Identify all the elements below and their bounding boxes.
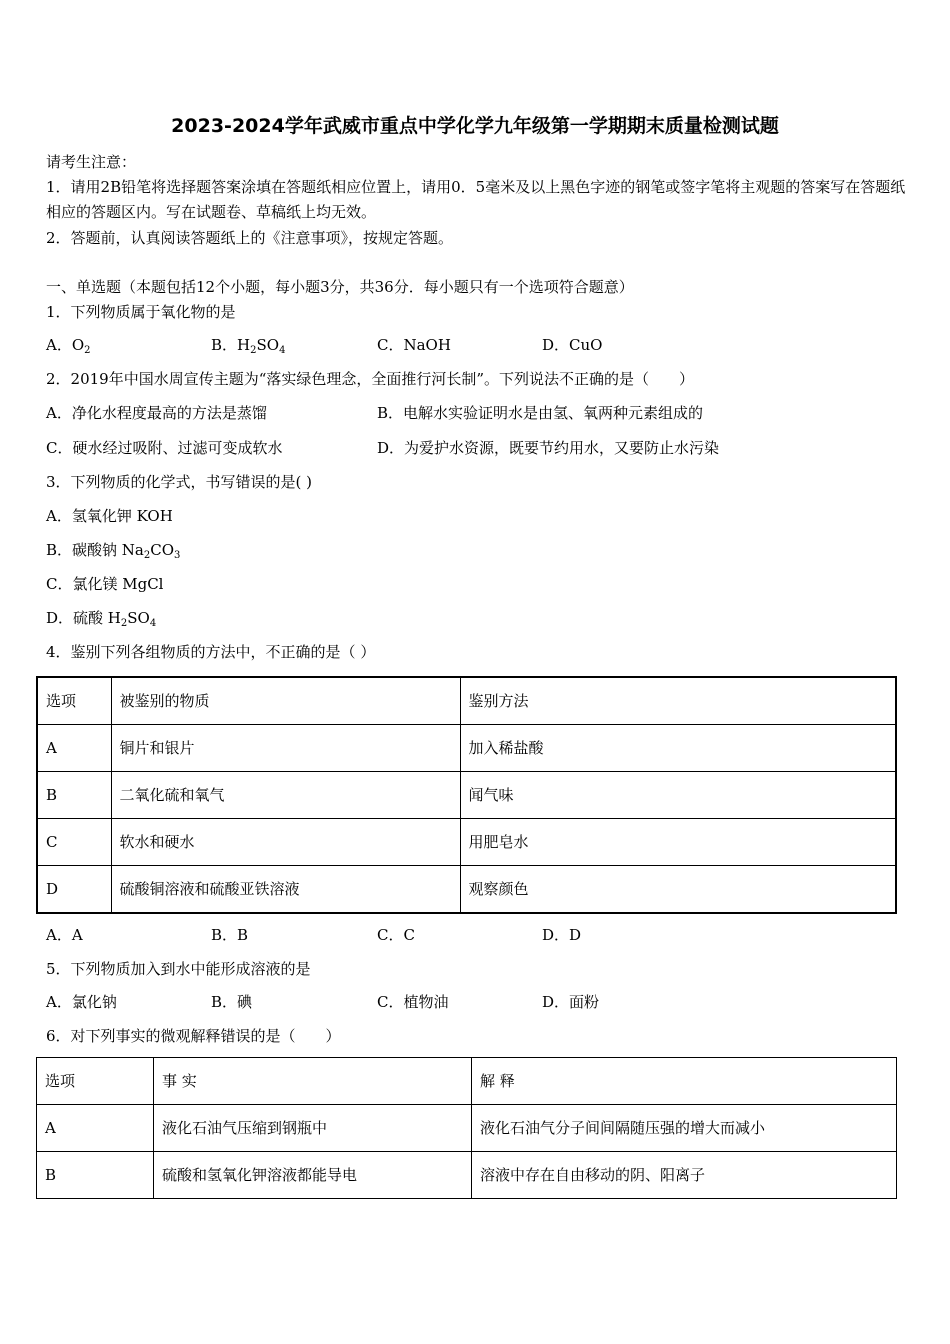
q5-option-b: B．碘: [211, 993, 253, 1011]
table-header-cell: 选项: [37, 1058, 154, 1105]
q5-option-d: D．面粉: [542, 993, 600, 1011]
table-cell: A: [37, 725, 111, 772]
table-cell: A: [37, 1105, 154, 1152]
table-cell: 溶液中存在自由移动的阴、阳离子: [472, 1152, 897, 1199]
table-header-cell: 选项: [37, 677, 111, 725]
table-cell: D: [37, 866, 111, 914]
table-cell: 铜片和银片: [111, 725, 460, 772]
table-cell: 观察颜色: [460, 866, 896, 914]
table-header-cell: 鉴别方法: [460, 677, 896, 725]
q1-option-b: B．$H_2SO_4$: [211, 336, 286, 356]
table-header-cell: 解 释: [472, 1058, 897, 1105]
q4-option-d: D．D: [542, 926, 582, 944]
table-cell: 软水和硬水: [111, 819, 460, 866]
table-cell: 用肥皂水: [460, 819, 896, 866]
q1-stem: 1．下列物质属于氧化物的是: [46, 303, 236, 321]
q4-option-b: B．B: [211, 926, 249, 944]
q6-table: [36, 1057, 897, 1199]
table-cell: 硫酸和氢氧化钾溶液都能导电: [154, 1152, 472, 1199]
page-title: 2023-2024学年武威市重点中学化学九年级第一学期期末质量检测试题: [171, 115, 779, 137]
q3-option-b: B．碳酸钠 $Na_2CO_3$: [46, 541, 181, 561]
table-header-cell: 事 实: [154, 1058, 472, 1105]
q3-option-c: C．氯化镁 MgCl: [46, 575, 164, 593]
table-cell: 液化石油气压缩到钢瓶中: [154, 1105, 472, 1152]
table-row: [37, 772, 896, 819]
q2-option-b: B．电解水实验证明水是由氢、氧两种元素组成的: [377, 404, 704, 422]
notice-item-2: 2．答题前，认真阅读答题纸上的《注意事项》，按规定答题。: [46, 229, 454, 247]
q4-stem: 4．鉴别下列各组物质的方法中，不正确的是（ ）: [46, 643, 376, 661]
table-cell: 二氧化硫和氧气: [111, 772, 460, 819]
q3-option-a: A．氢氧化钾 KOH: [46, 507, 173, 525]
notice-heading: 请考生注意：: [46, 153, 137, 171]
notice-item-1: 1．请用2B铅笔将选择题答案涂填在答题纸相应位置上，请用0．5毫米及以上黑色字迹的钢笔或签字笔将主观题的答案写在答题纸相应的答题区内。写在试题卷、草稿纸上均无效。: [46, 178, 906, 221]
q2-option-a: A．净化水程度最高的方法是蒸馏: [46, 404, 267, 422]
table-cell: 闻气味: [460, 772, 896, 819]
table-row: [37, 1152, 897, 1199]
q3-stem: 3．下列物质的化学式，书写错误的是( ): [46, 473, 313, 491]
table-cell: B: [37, 772, 111, 819]
q5-option-c: C．植物油: [377, 993, 449, 1011]
q3-option-d: D．硫酸 $H_2SO_4$: [46, 609, 157, 629]
table-row: [37, 725, 896, 772]
q4-table: [36, 676, 897, 914]
q4-option-c: C．C: [377, 926, 415, 944]
q2-option-d: D．为爱护水资源，既要节约用水，又要防止水污染: [377, 439, 720, 457]
table-header-row: [37, 1058, 897, 1105]
table-row: [37, 1105, 897, 1152]
table-header-row: [37, 677, 896, 725]
table-cell: C: [37, 819, 111, 866]
table-cell: B: [37, 1152, 154, 1199]
q2-stem: 2．2019年中国水周宣传主题为“落实绿色理念，全面推行河长制”。下列说法不正确的是（ ）: [46, 370, 695, 388]
table-cell: 硫酸铜溶液和硫酸亚铁溶液: [111, 866, 460, 914]
q6-stem: 6．对下列事实的微观解释错误的是（ ）: [46, 1027, 341, 1045]
table-cell: 加入稀盐酸: [460, 725, 896, 772]
table-row: [37, 866, 896, 914]
q5-stem: 5．下列物质加入到水中能形成溶液的是: [46, 960, 311, 978]
q5-option-a: A．氯化钠: [46, 993, 117, 1011]
q4-option-a: A．A: [46, 926, 83, 944]
q1-option-c: C．NaOH: [377, 336, 451, 354]
table-row: [37, 819, 896, 866]
q1-option-d: D．CuO: [542, 336, 603, 354]
q2-option-c: C．硬水经过吸附、过滤可变成软水: [46, 439, 283, 457]
table-cell: 液化石油气分子间间隔随压强的增大而减小: [472, 1105, 897, 1152]
section-heading: 一、单选题（本题包括12个小题，每小题3分，共36分．每小题只有一个选项符合题意）: [46, 278, 634, 296]
q1-option-a: A．$O_2$: [46, 336, 91, 356]
table-header-cell: 被鉴别的物质: [111, 677, 460, 725]
